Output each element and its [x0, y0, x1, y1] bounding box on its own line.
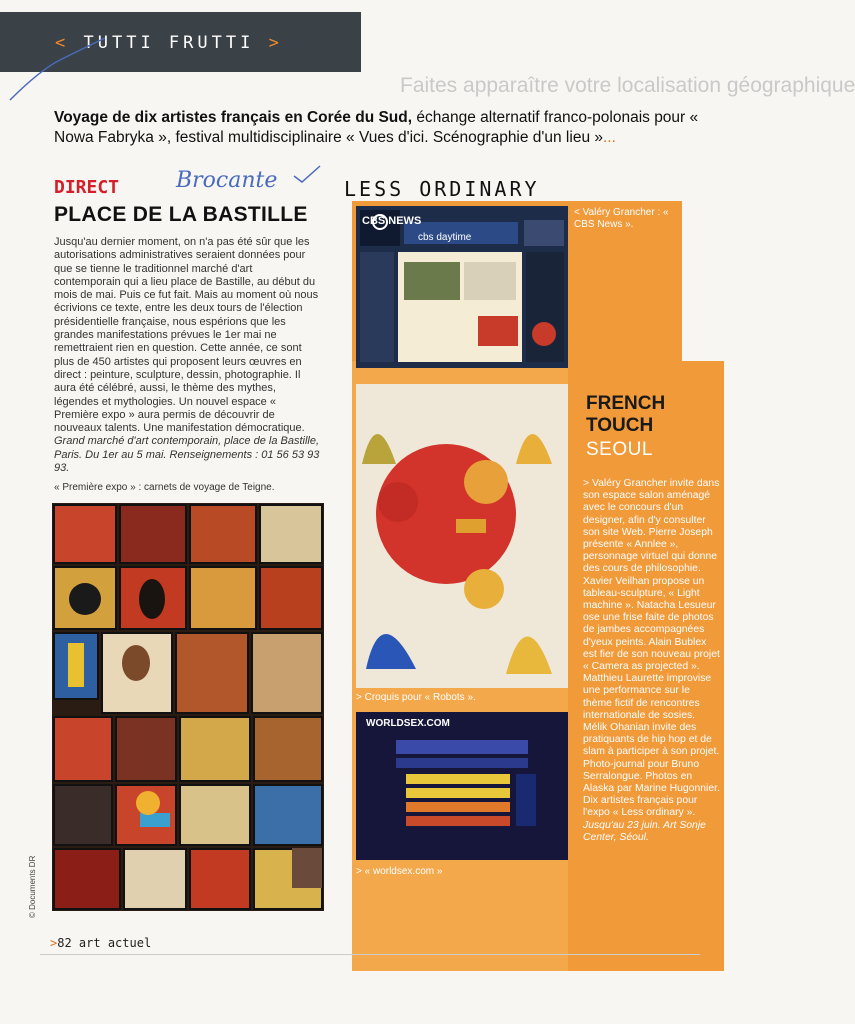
worldsex-screenshot — [356, 712, 568, 860]
french-touch-title — [586, 393, 665, 437]
article-body-info: Grand marché d'art contemporain, place de la Bastille, Paris. Du 1er au 5 mai. Renseignements : 01 56 53 93 93. — [54, 435, 320, 475]
intro-paragraph — [54, 108, 720, 148]
photo-credit: © Documents DR — [28, 855, 37, 918]
section-title-text: TUTTI FRUTTI — [83, 33, 255, 53]
article-title: PLACE DE LA BASTILLE — [54, 203, 308, 226]
intro-rest: échange alternatif franco-polonais pour « Nowa Fabryka », festival multidisciplinaire « Vues d'ici. Scénographie d'un lieu » — [54, 109, 699, 146]
svg-text:cbs daytime: cbs daytime — [418, 232, 472, 243]
intro-ellipsis: ... — [603, 129, 616, 146]
svg-text:WORLDSEX.COM: WORLDSEX.COM — [366, 718, 450, 729]
french-touch-line2: TOUCH — [586, 415, 654, 436]
caption-robots: > Croquis pour « Robots ». — [356, 692, 476, 703]
page-footer — [50, 936, 151, 950]
image-caption: « Première expo » : carnets de voyage de Teigne. — [54, 482, 275, 493]
article-body-text: Jusqu'au dernier moment, on n'a pas été sûr que les autorisations administratives seraient données pour que se tienne le traditionnel marché d'art contemporain qui a lieu place de Bastille, au début du mois de mai. Puis ce fut fait. Mais au moment où nous écrivions ce texte, entre les deux tours de l'élection présidentielle française, nous espérions que les grandes manifestations prévues le 1er mai ne remettraient rien en question. Cette année, ce sont plus de 450 artistes qui proposent leurs œuvres en direct : peinture, sculpture, dessin, photographie. Il aura été célébré, aussi, le thème des mythes, légendes et mythologies. Un nouvel espace « Première expo » aura permis de découvrir de nouveaux talents. Une manifestation démocratique. — [54, 236, 319, 435]
magazine-name: art actuel — [78, 936, 152, 950]
page-number: 82 — [57, 936, 72, 950]
intro-bold: Voyage de dix artistes français en Corée du Sud, — [54, 109, 413, 126]
painting-image — [52, 503, 324, 911]
cbs-daytime-label — [418, 229, 518, 245]
chevron-left-icon: < — [55, 33, 70, 53]
cbs-logo — [362, 212, 422, 242]
handwritten-note: Brocante — [176, 168, 278, 193]
pen-scribble-icon — [0, 30, 110, 110]
article-body — [54, 236, 322, 475]
footer-marker: > — [50, 936, 58, 950]
article-kicker: DIRECT — [54, 177, 120, 198]
worldsex-logo — [366, 715, 486, 731]
french-touch-line1: FRENCH — [586, 393, 666, 414]
chevron-right-icon: > — [268, 33, 283, 53]
less-ordinary-title: LESS ORDINARY — [344, 177, 540, 201]
robots-sketch-image — [356, 384, 568, 688]
french-touch-subtitle: SEOUL — [586, 439, 653, 460]
show-through-text: Faites apparaître votre localisation géographique — [400, 74, 855, 97]
svg-text:CBS NEWS: CBS NEWS — [362, 215, 422, 227]
footer-divider — [40, 954, 700, 955]
caption-cbs: < Valéry Grancher : « CBS News ». — [574, 207, 669, 230]
caption-worldsex: > « worldsex.com » — [356, 866, 443, 877]
french-touch-body — [583, 478, 721, 844]
handwritten-check-icon — [292, 164, 322, 186]
french-touch-body-text: > Valéry Grancher invite dans son espace salon aménagé avec le concours d'un designer, afin d'y consulter son site Web. Pierre Joseph présente « Annlee », personnage virtuel qui donne des cours de philosophie. Xavier Veilhan propose un tableau-sculpture, « Light machine ». Natacha Lesueur ose une frise faite de photos de jambes accompagnées d'yeux peints. Alain Bublex est fier de son nouveau projet « Camera as projected ». Matthieu Laurette improvise une performance sur le thème fictif de rencontres internationale de sosies. Mélik Ohanian invite des pratiquants de hip hop et de slam à participer à son projet. Photo-journal pour Bruno Serralongue. Photos en Alaska par Marine Hugonnier. Dix artistes français pour l'expo « Less ordinary ». — [583, 478, 720, 819]
french-touch-body-info: Jusqu'au 23 juin. Art Sonje Center, Séoul. — [583, 819, 706, 843]
